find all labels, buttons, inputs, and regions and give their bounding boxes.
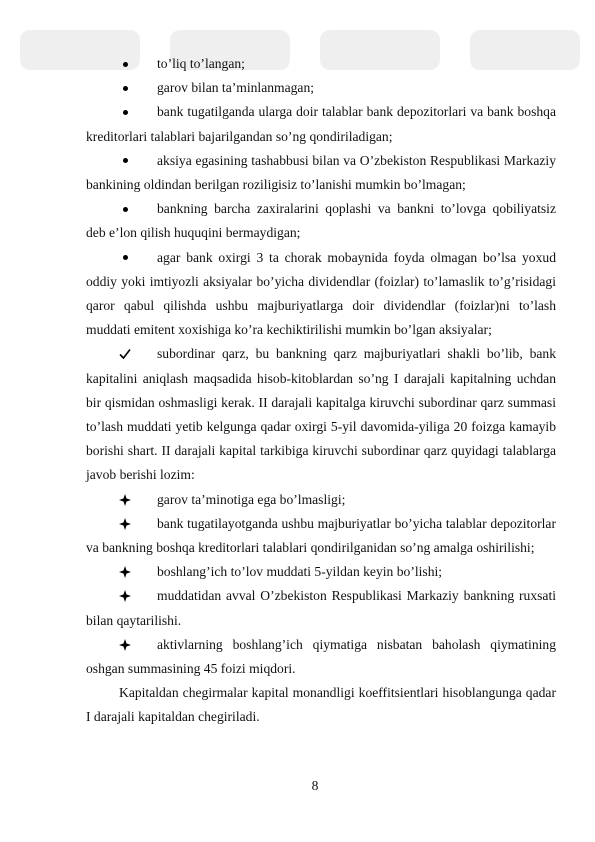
list-item — [86, 149, 556, 197]
list-item — [86, 246, 556, 343]
list-item — [86, 76, 556, 100]
checkmark-icon — [117, 342, 133, 366]
list-item — [86, 512, 556, 560]
bullet-icon — [117, 76, 133, 100]
diamond-bullet-icon — [117, 560, 133, 584]
list-item-text: to’liq to’langan; — [157, 56, 245, 71]
list-item — [86, 342, 556, 487]
list-item — [86, 100, 556, 148]
list-item-text: aktivlarning boshlang’ich qiymatiga nisbatan baholash qiymatining oshgan summasining 45 foizi miqdori. — [86, 636, 556, 677]
list-item — [86, 197, 556, 245]
list-item-text: boshlang’ich to’lov muddati 5-yildan keyin bo’lishi; — [157, 564, 443, 580]
bullet-icon — [117, 149, 133, 173]
list-item — [86, 633, 556, 681]
list-item-text: bankning barcha zaxiralarini qoplashi va bankni to’lovga qobiliyatsiz deb e’lon qilish huquqini bermaydigan; — [86, 201, 556, 241]
bullet-icon — [117, 52, 133, 76]
diamond-bullet-icon — [117, 633, 133, 657]
list-item-text: bank tugatilganda ularga doir talablar bank depozitorlari va bank boshqa kreditorlari talablari bajarilgandan so’ng qondiriladigan; — [86, 104, 556, 144]
list-item — [86, 560, 556, 584]
document-body — [86, 52, 556, 730]
list-item — [86, 584, 556, 632]
list-item-text: muddatidan avval O’zbekiston Respublikasi Markaziy bankning ruxsati bilan qaytarilishi. — [86, 588, 556, 628]
list-item — [86, 488, 556, 512]
diamond-bullet-icon — [117, 512, 133, 536]
list-item-text: garov ta’minotiga ega bo’lmasligi; — [157, 491, 346, 507]
list-item — [86, 52, 556, 76]
list-item-text: aksiya egasining tashabbusi bilan va O’zbekiston Respublikasi Markaziy bankining oldindan berilgan roziligisiz to’lanishi mumkin bo’lmagan; — [86, 152, 556, 193]
list-item-text: subordinar qarz, bu bankning qarz majburiyatlari shakli bo’lib, bank kapitalini aniqlash maqsadida hisob-kitoblardan so’ng I darajali kapitalning uchdan bir qismidan oshmasligi kerak. II darajali kapitalga kiruvchi subordinar qarz summasi to’lash muddati yetib kelgunga qadar oxirgi 5-yil davomida-yiliga 20 foizga kamayib borishi shart. II darajali kapital tarkibiga kiruvchi subordinar qarz quyidagi talablarga javob berishi lozim: — [86, 346, 556, 483]
closing-paragraph: Kapitaldan chegirmalar kapital monandligi koeffitsientlari hisoblangunga qadar I darajali kapitaldan chegiriladi. — [86, 685, 556, 725]
list-item-text: bank tugatilayotganda ushbu majburiyatlar bo’yicha talablar depozitorlar va bankning boshqa kreditorlari talablari qondirilganidan so’ng amalga oshirilishi; — [86, 515, 556, 556]
list-item-text: agar bank oxirgi 3 ta chorak mobaynida foyda olmagan bo’lsa yoxud oddiy yoki imtiyozli aksiyalar bo’yicha dividendlar (foizlar) to’lamaslik to’g’risidagi qaror qabul qilishda ushbu majburiyatlarga doir dividendlar (foizlar)ni to’lash muddati emitent xoxishiga ko’ra kechiktirilishi mumkin bo’lgan aksiyalar; — [86, 249, 556, 338]
diamond-bullet-icon — [117, 584, 133, 608]
diamond-bullet-icon — [117, 488, 133, 512]
bullet-icon — [117, 197, 133, 221]
bullet-icon — [117, 246, 133, 270]
page-number: 8 — [311, 778, 319, 793]
list-item-text: garov bilan ta’minlanmagan; — [157, 80, 315, 96]
bullet-icon — [117, 100, 133, 124]
